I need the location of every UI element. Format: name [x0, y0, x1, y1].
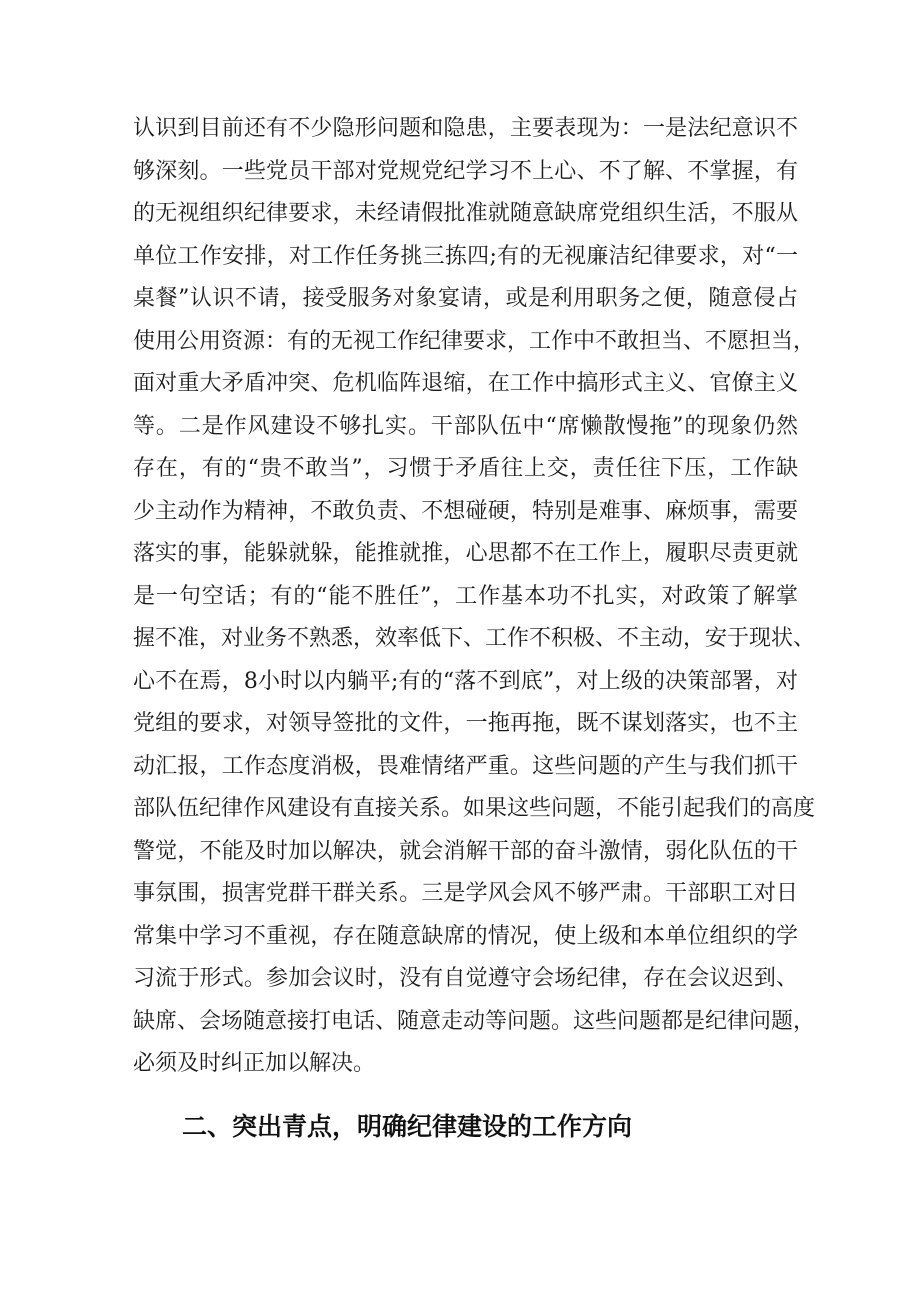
text-line: 少主动作为精神，不敢负责、不想碰硬，特别是难事、麻烦事，需要	[133, 498, 798, 524]
text-line: 是一句空话；有的“能不胜任”，工作基本功不扎实，对政策了解掌	[133, 583, 798, 609]
text-line: 等。二是作风建设不够扎实。干部队伍中“席懒散慢拖”的现象仍然	[133, 413, 798, 439]
text-line: 缺席、会场随意接打电话、随意走动等问题。这些问题都是纪律问题，	[133, 1008, 816, 1034]
text-line: 警觉，不能及时加以解决，就会消解干部的奋斗激情，弱化队伍的干	[133, 838, 798, 864]
text-line: 握不准，对业务不熟悉，效率低下、工作不积极、不主动，安于现状、	[133, 626, 816, 651]
text-line: 落实的事，能躲就躲，能推就推，心思都不在工作上，履职尽责更就	[133, 541, 798, 566]
text-line: 单位工作安排，对工作任务挑三拣四;有的无视廉洁纪律要求，对“一	[133, 243, 798, 269]
text-line: 桌餐”认识不请，接受服务对象宴请，或是利用职务之便，随意侵占	[133, 286, 798, 311]
text-line: 党组的要求，对领导签批的文件，一拖再拖，既不谋划落实，也不主	[133, 711, 798, 736]
text-line: 部队伍纪律作风建设有直接关系。如果这些问题，不能引起我们的高度	[133, 796, 816, 821]
text-line: 心不在焉，8小时以内躺平;有的“落不到底”，对上级的决策部署，对	[133, 668, 798, 694]
section-heading: 二、突出青点，明确纪律建设的工作方向	[182, 1112, 633, 1141]
text-line: 事氛围，损害党群干群关系。三是学风会风不够严肃。干部职工对日	[133, 881, 798, 906]
text-line: 存在，有的“贵不敢当”，习惯于矛盾往上交，责任往下压，工作缺	[133, 456, 798, 481]
text-line: 认识到目前还有不少隐形问题和隐患，主要表现为：一是法纪意识不	[133, 116, 798, 141]
text-line: 使用公用资源：有的无视工作纪律要求，工作中不敢担当、不愿担当，	[133, 328, 816, 354]
text-line: 常集中学习不重视，存在随意缺席的情况，使上级和本单位组织的学	[133, 923, 798, 949]
text-line: 的无视组织纪律要求，未经请假批准就随意缺席党组织生活，不服从	[133, 201, 798, 226]
text-line: 面对重大矛盾冲突、危机临阵退缩，在工作中搞形式主义、官僚主义	[133, 371, 798, 396]
text-line: 必须及时纠正加以解决。	[133, 1051, 376, 1076]
text-line: 动汇报，工作态度消极，畏难情绪严重。这些问题的产生与我们抓干	[133, 753, 798, 779]
body-paragraph	[133, 108, 816, 1086]
text-line: 习流于形式。参加会议时，没有自觉遵守会场纪律，存在会议迟到、	[133, 966, 798, 991]
text-line: 够深刻。一些党员干部对党规党纪学习不上心、不了解、不掌握，有	[133, 158, 798, 184]
